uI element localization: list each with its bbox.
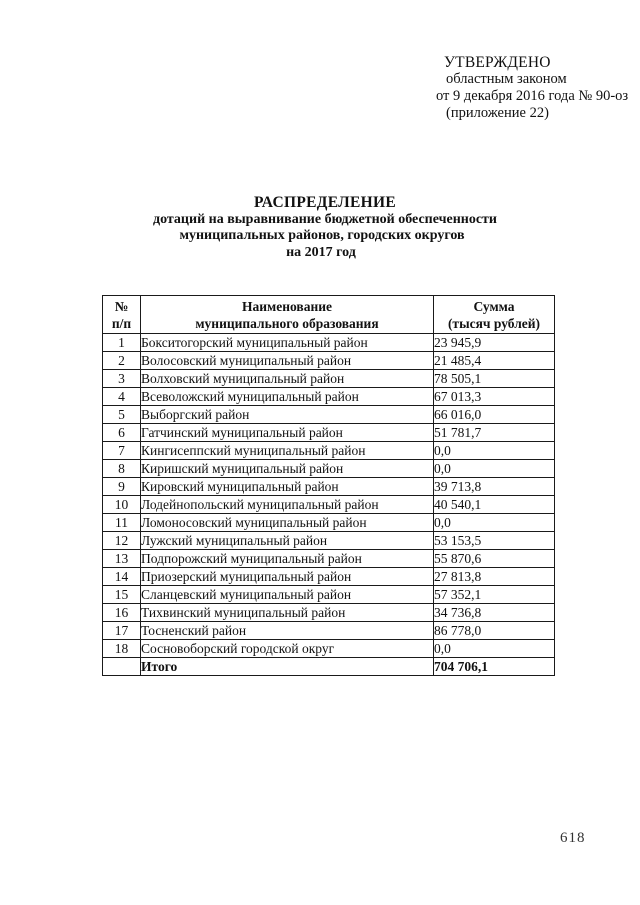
row-name: Кировский муниципальный район bbox=[141, 478, 434, 496]
row-number: 4 bbox=[103, 388, 141, 406]
table-row bbox=[103, 550, 555, 568]
row-name: Бокситогорский муниципальный район bbox=[141, 334, 434, 352]
header-name-line2: муниципального образования bbox=[195, 316, 379, 331]
row-number: 2 bbox=[103, 352, 141, 370]
row-sum: 51 781,7 bbox=[434, 424, 555, 442]
row-sum: 0,0 bbox=[434, 514, 555, 532]
row-sum: 0,0 bbox=[434, 460, 555, 478]
row-sum: 86 778,0 bbox=[434, 622, 555, 640]
table-header-row bbox=[103, 296, 555, 334]
row-name: Волховский муниципальный район bbox=[141, 370, 434, 388]
row-name: Гатчинский муниципальный район bbox=[141, 424, 434, 442]
row-sum: 53 153,5 bbox=[434, 532, 555, 550]
row-number: 9 bbox=[103, 478, 141, 496]
table-row bbox=[103, 568, 555, 586]
table-row bbox=[103, 496, 555, 514]
approval-appendix: (приложение 22) bbox=[446, 105, 549, 121]
row-number: 12 bbox=[103, 532, 141, 550]
row-sum: 0,0 bbox=[434, 640, 555, 658]
row-number: 13 bbox=[103, 550, 141, 568]
row-sum: 27 813,8 bbox=[434, 568, 555, 586]
table-row bbox=[103, 514, 555, 532]
header-name-line1: Наименование bbox=[242, 299, 332, 314]
row-number: 3 bbox=[103, 370, 141, 388]
approval-law-date: от 9 декабря 2016 года № 90-оз bbox=[436, 88, 629, 104]
row-number: 17 bbox=[103, 622, 141, 640]
title-recipients: муниципальных районов, городских округов bbox=[179, 228, 465, 243]
total-row bbox=[103, 658, 555, 676]
row-name: Кингисеппский муниципальный район bbox=[141, 442, 434, 460]
row-number: 18 bbox=[103, 640, 141, 658]
page-number: 618 bbox=[560, 830, 586, 846]
row-sum: 78 505,1 bbox=[434, 370, 555, 388]
row-name: Ломоносовский муниципальный район bbox=[141, 514, 434, 532]
table-row bbox=[103, 442, 555, 460]
row-name: Приозерский муниципальный район bbox=[141, 568, 434, 586]
row-number: 1 bbox=[103, 334, 141, 352]
table-row bbox=[103, 586, 555, 604]
distribution-table bbox=[102, 295, 555, 676]
row-sum: 0,0 bbox=[434, 442, 555, 460]
row-sum: 57 352,1 bbox=[434, 586, 555, 604]
row-name: Выборгский район bbox=[141, 406, 434, 424]
row-number: 15 bbox=[103, 586, 141, 604]
total-label: Итого bbox=[141, 658, 434, 676]
row-sum: 55 870,6 bbox=[434, 550, 555, 568]
row-name: Тосненский район bbox=[141, 622, 434, 640]
header-sum-line1: Сумма bbox=[473, 299, 515, 314]
row-sum: 21 485,4 bbox=[434, 352, 555, 370]
row-number: 11 bbox=[103, 514, 141, 532]
row-name: Сосновоборский городской округ bbox=[141, 640, 434, 658]
table-row bbox=[103, 640, 555, 658]
row-name: Всеволожский муниципальный район bbox=[141, 388, 434, 406]
row-sum: 39 713,8 bbox=[434, 478, 555, 496]
row-name: Сланцевский муниципальный район bbox=[141, 586, 434, 604]
total-number-cell bbox=[103, 658, 141, 676]
row-sum: 34 736,8 bbox=[434, 604, 555, 622]
header-name bbox=[141, 296, 434, 334]
row-number: 6 bbox=[103, 424, 141, 442]
table-row bbox=[103, 388, 555, 406]
header-sum-line2: (тысяч рублей) bbox=[447, 316, 541, 331]
row-sum: 66 016,0 bbox=[434, 406, 555, 424]
row-number: 10 bbox=[103, 496, 141, 514]
header-number-line1: № bbox=[114, 299, 129, 314]
row-sum: 40 540,1 bbox=[434, 496, 555, 514]
header-number bbox=[103, 296, 141, 334]
table-row bbox=[103, 406, 555, 424]
table-row bbox=[103, 370, 555, 388]
row-number: 16 bbox=[103, 604, 141, 622]
table-row bbox=[103, 478, 555, 496]
row-number: 14 bbox=[103, 568, 141, 586]
row-name: Волосовский муниципальный район bbox=[141, 352, 434, 370]
approval-law-type: областным законом bbox=[446, 71, 567, 87]
row-number: 7 bbox=[103, 442, 141, 460]
row-name: Тихвинский муниципальный район bbox=[141, 604, 434, 622]
header-sum bbox=[434, 296, 555, 334]
approval-block bbox=[436, 54, 628, 122]
header-number-line2: п/п bbox=[111, 316, 132, 331]
title-subject: дотаций на выравнивание бюджетной обеспеченности bbox=[152, 211, 497, 227]
table-row bbox=[103, 334, 555, 352]
approval-title: УТВЕРЖДЕНО bbox=[444, 54, 551, 71]
table-row bbox=[103, 622, 555, 640]
row-name: Лодейнопольский муниципальный район bbox=[141, 496, 434, 514]
row-name: Подпорожский муниципальный район bbox=[141, 550, 434, 568]
table-row bbox=[103, 460, 555, 478]
document-title bbox=[0, 195, 640, 261]
row-sum: 23 945,9 bbox=[434, 334, 555, 352]
table-row bbox=[103, 532, 555, 550]
row-number: 8 bbox=[103, 460, 141, 478]
title-heading: РАСПРЕДЕЛЕНИЕ bbox=[254, 194, 396, 211]
row-number: 5 bbox=[103, 406, 141, 424]
row-name: Киришский муниципальный район bbox=[141, 460, 434, 478]
table-row bbox=[103, 604, 555, 622]
total-sum: 704 706,1 bbox=[434, 658, 555, 676]
row-sum: 67 013,3 bbox=[434, 388, 555, 406]
title-year: на 2017 год bbox=[286, 244, 356, 260]
row-name: Лужский муниципальный район bbox=[141, 532, 434, 550]
table-row bbox=[103, 352, 555, 370]
table-row bbox=[103, 424, 555, 442]
